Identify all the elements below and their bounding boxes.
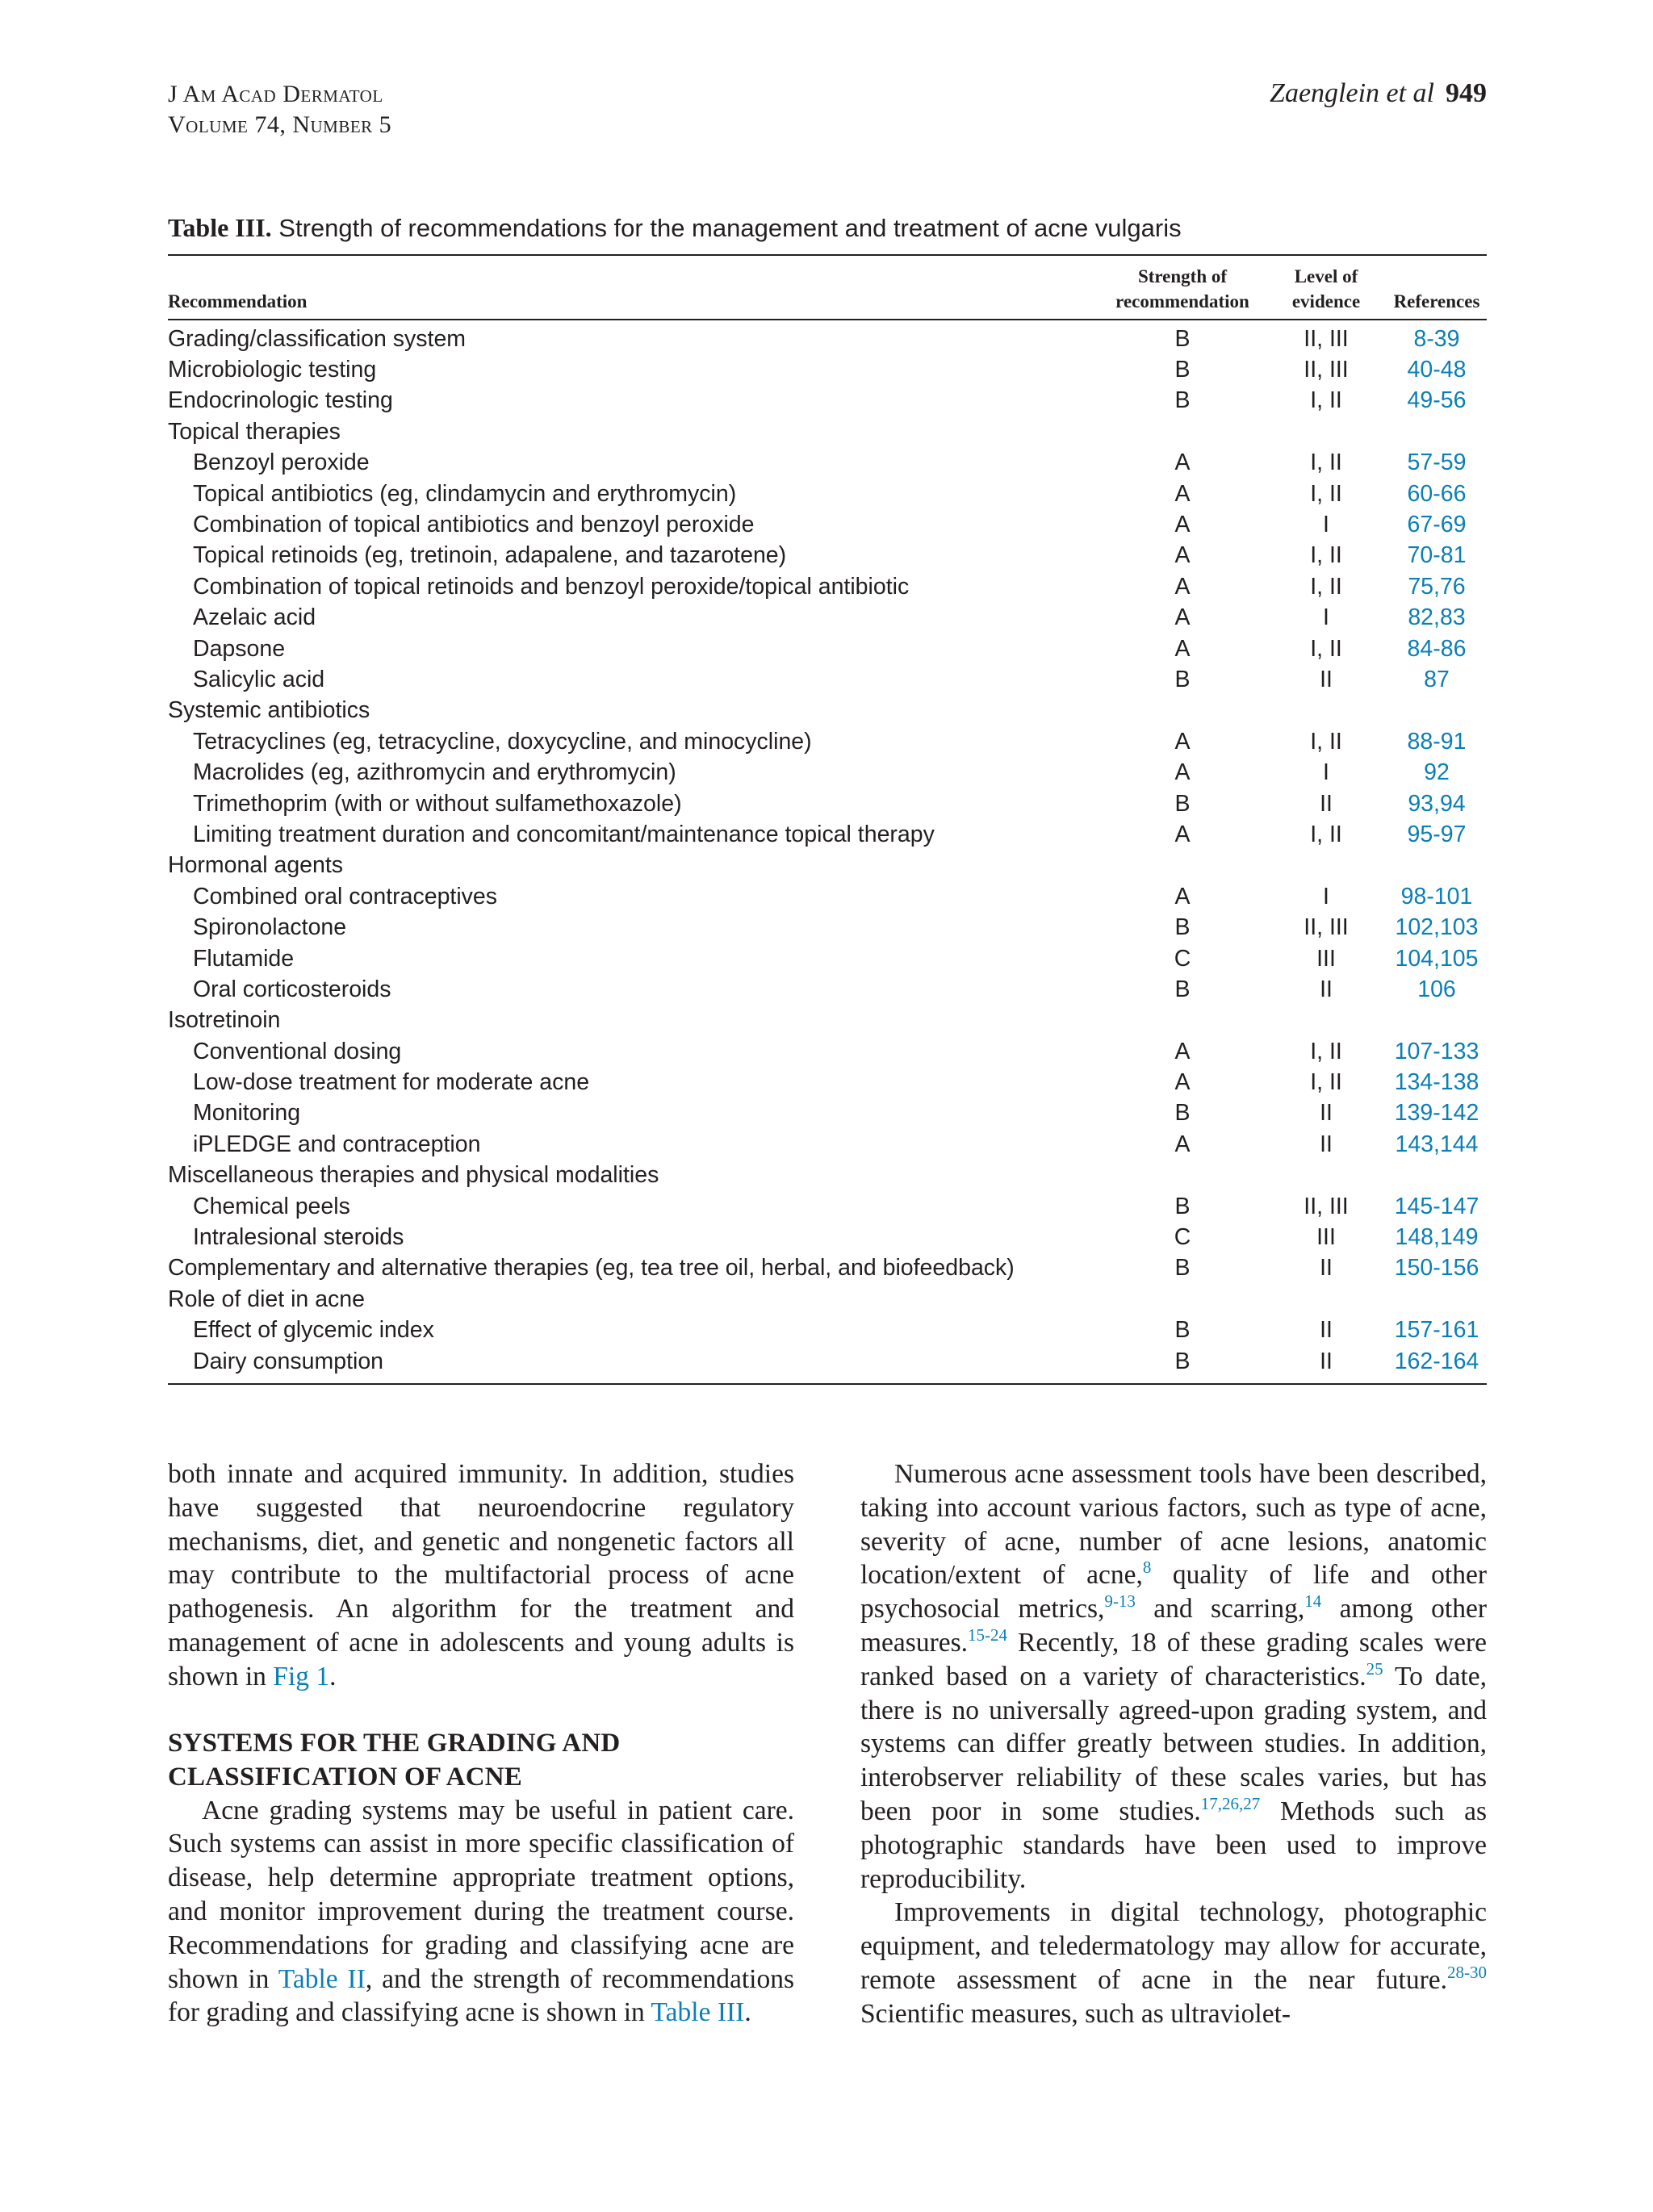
cell-references[interactable]: 162-164 — [1394, 1348, 1479, 1374]
cell-level: I, II — [1310, 480, 1342, 507]
table-row — [168, 974, 1487, 1005]
cell-references[interactable]: 84-86 — [1407, 635, 1467, 662]
cell-references[interactable]: 104,105 — [1395, 945, 1479, 972]
table-label: Table III. — [168, 213, 272, 242]
cell-references[interactable]: 145-147 — [1394, 1193, 1479, 1219]
table-row — [168, 881, 1487, 912]
table-row — [168, 416, 1487, 447]
cell-references[interactable]: 102,103 — [1395, 914, 1479, 941]
cell-references — [1387, 1160, 1487, 1191]
cell-recommendation: Isotretinoin — [168, 1007, 281, 1034]
running-header-journal — [168, 79, 391, 140]
cell-references[interactable]: 143,144 — [1395, 1131, 1479, 1157]
cell-strength — [1099, 851, 1266, 881]
cell-references — [1387, 851, 1487, 881]
cell-strength — [1099, 696, 1266, 726]
cell-level — [1266, 696, 1387, 726]
cell-strength: A — [1174, 542, 1191, 569]
cell-strength: A — [1174, 1069, 1191, 1096]
cell-strength: C — [1174, 945, 1191, 972]
cell-recommendation: Combination of topical antibiotics and benzoyl peroxide — [193, 512, 755, 538]
cell-recommendation: Trimethoprim (with or without sulfamethoxazole) — [193, 790, 682, 817]
body-column-right — [860, 1457, 1487, 2031]
cell-recommendation: Grading/classification system — [168, 325, 467, 352]
section-heading: SYSTEMS FOR THE GRADING AND CLASSIFICATION OF ACNE — [168, 1728, 621, 1792]
cell-level — [1266, 851, 1387, 881]
cell-recommendation: Conventional dosing — [193, 1038, 402, 1064]
cell-strength: A — [1174, 512, 1191, 538]
table-body — [168, 320, 1487, 1384]
cell-strength: B — [1174, 1348, 1191, 1374]
cell-strength: B — [1174, 387, 1191, 414]
table-row — [168, 943, 1487, 974]
cell-recommendation: Macrolides (eg, azithromycin and erythromycin) — [193, 759, 676, 786]
cell-references — [1387, 416, 1487, 447]
cell-strength: B — [1174, 1317, 1191, 1344]
link-fig-1[interactable]: Fig 1 — [273, 1661, 330, 1691]
cell-references[interactable]: 82,83 — [1408, 604, 1466, 631]
table-row — [168, 664, 1487, 695]
cell-strength: A — [1174, 1038, 1191, 1064]
table-row — [168, 509, 1487, 540]
cell-strength — [1099, 1160, 1266, 1191]
citation-ref[interactable]: 25 — [1366, 1658, 1383, 1679]
col-header-strength-line1: Strength of — [1137, 266, 1228, 286]
cell-references[interactable]: 98-101 — [1400, 883, 1473, 909]
col-header-level-line1: Level of — [1294, 266, 1358, 286]
cell-level: II — [1320, 1100, 1333, 1127]
table-row — [168, 1284, 1487, 1315]
cell-strength: B — [1174, 325, 1191, 352]
col-header-strength-line2: recommendation — [1115, 291, 1249, 312]
table-title: Strength of recommendations for the management and treatment of acne vulgaris — [278, 214, 1182, 242]
cell-strength: B — [1174, 1100, 1191, 1127]
running-authors: Zaenglein et al — [1270, 78, 1434, 108]
body-column-left — [168, 1457, 794, 2030]
cell-level: I — [1323, 883, 1329, 909]
journal-volume: Volume 74, Number 5 — [168, 111, 392, 138]
cell-recommendation: Microbiologic testing — [168, 357, 377, 383]
table-row — [168, 819, 1487, 850]
citation-ref[interactable]: 17,26,27 — [1200, 1793, 1261, 1813]
table-row — [168, 1067, 1487, 1098]
paragraph-grading-systems: Acne grading systems may be useful in patient care. Such systems can assist in more specific classification of disease, help determine appropriate treatment options, and monitor improvement during the treatment course. Recommendations for grading and classifying acne are shown in Table II, and the strength of recommendations for grading and classifying acne is shown in Table III. — [168, 1795, 795, 2028]
cell-recommendation: Low-dose treatment for moderate acne — [193, 1069, 590, 1096]
table-row — [168, 726, 1487, 757]
cell-level: I, II — [1310, 387, 1342, 414]
cell-level — [1266, 416, 1387, 447]
cell-references[interactable]: 57-59 — [1407, 450, 1467, 476]
cell-level: II — [1320, 1131, 1333, 1157]
cell-references[interactable]: 150-156 — [1394, 1255, 1479, 1282]
cell-level: I, II — [1310, 573, 1342, 600]
table-row — [168, 571, 1487, 602]
cell-level: I, II — [1310, 1069, 1342, 1096]
citation-ref[interactable]: 8 — [1142, 1558, 1152, 1578]
cell-level: II — [1320, 976, 1333, 1002]
table-row — [168, 386, 1487, 416]
cell-level: I — [1323, 512, 1329, 538]
running-header-page — [1270, 77, 1487, 110]
cell-references[interactable]: 40-48 — [1407, 357, 1467, 383]
table-row — [168, 541, 1487, 571]
table-row — [168, 757, 1487, 788]
cell-level: III — [1316, 1224, 1336, 1251]
cell-strength: B — [1174, 357, 1191, 383]
cell-recommendation: Topical antibiotics (eg, clindamycin and erythromycin) — [193, 480, 737, 507]
citation-ref[interactable]: 15-24 — [968, 1625, 1008, 1645]
table-row — [168, 1222, 1487, 1252]
cell-recommendation: Effect of glycemic index — [193, 1317, 434, 1344]
cell-strength: C — [1174, 1224, 1191, 1251]
cell-recommendation: Systemic antibiotics — [168, 697, 370, 724]
link-table-iii[interactable]: Table III — [651, 1997, 745, 2028]
cell-references[interactable]: 87 — [1424, 666, 1450, 692]
paragraph-pathogenesis: both innate and acquired immunity. In addition, studies have suggested that neuroendocrine regulatory mechanisms, diet, and genetic and nongenetic factors all may contribute to the multifactorial process of acne pathogenesis. An algorithm for the treatment and management of acne in adolescents and young adults is shown in Fig 1. — [168, 1459, 794, 1691]
cell-strength: A — [1174, 759, 1191, 786]
col-header-recommendation: Recommendation — [168, 255, 1099, 320]
col-header-references: References — [1387, 255, 1487, 320]
cell-level: II — [1320, 1255, 1333, 1282]
cell-references[interactable]: 106 — [1417, 976, 1456, 1002]
cell-references[interactable]: 49-56 — [1407, 387, 1467, 414]
page-number: 949 — [1446, 78, 1487, 108]
cell-references — [1387, 1006, 1487, 1036]
cell-references[interactable]: 134-138 — [1394, 1069, 1479, 1096]
citation-ref[interactable]: 28-30 — [1447, 1962, 1487, 1982]
cell-recommendation: Salicylic acid — [193, 666, 325, 692]
cell-strength: A — [1174, 635, 1191, 662]
cell-strength — [1099, 1284, 1266, 1315]
cell-level — [1266, 1006, 1387, 1036]
cell-references[interactable]: 75,76 — [1408, 573, 1466, 600]
cell-strength: B — [1174, 666, 1191, 692]
table-row — [168, 479, 1487, 509]
col-header-strength — [1099, 255, 1266, 320]
cell-strength: B — [1174, 914, 1191, 941]
cell-references — [1387, 1284, 1487, 1315]
cell-recommendation: Topical retinoids (eg, tretinoin, adapalene, and tazarotene) — [193, 542, 787, 569]
col-header-level — [1266, 255, 1387, 320]
table-row — [168, 1191, 1487, 1222]
cell-references[interactable]: 8-39 — [1413, 325, 1460, 352]
cell-references[interactable]: 95-97 — [1407, 821, 1467, 847]
cell-strength: A — [1174, 604, 1191, 631]
cell-references[interactable]: 93,94 — [1408, 790, 1466, 817]
table-row — [168, 354, 1487, 385]
cell-strength: B — [1174, 790, 1191, 817]
cell-references[interactable]: 139-142 — [1394, 1100, 1479, 1127]
cell-recommendation: iPLEDGE and contraception — [193, 1131, 481, 1157]
cell-level: III — [1316, 945, 1336, 972]
cell-level: II, III — [1304, 357, 1349, 383]
table-row — [168, 696, 1487, 726]
cell-strength: A — [1174, 480, 1191, 507]
cell-strength — [1099, 1006, 1266, 1036]
cell-recommendation: Tetracyclines (eg, tetracycline, doxycycline, and minocycline) — [193, 728, 812, 755]
cell-recommendation: Hormonal agents — [168, 852, 344, 879]
cell-recommendation: Benzoyl peroxide — [193, 450, 370, 476]
cell-recommendation: Chemical peels — [193, 1193, 350, 1219]
cell-level: II, III — [1304, 1193, 1349, 1219]
cell-references — [1387, 696, 1487, 726]
cell-level: I, II — [1310, 728, 1342, 755]
cell-level: II — [1320, 1348, 1333, 1374]
cell-level: I, II — [1310, 635, 1342, 662]
cell-strength: A — [1174, 573, 1191, 600]
table-row — [168, 1098, 1487, 1129]
cell-references[interactable]: 157-161 — [1394, 1317, 1479, 1344]
cell-recommendation: Role of diet in acne — [168, 1286, 365, 1312]
cell-strength — [1099, 416, 1266, 447]
cell-recommendation: Miscellaneous therapies and physical modalities — [168, 1162, 659, 1189]
cell-strength: A — [1174, 450, 1191, 476]
cell-level: I, II — [1310, 1038, 1342, 1064]
table-row — [168, 1253, 1487, 1284]
table-row — [168, 1160, 1487, 1191]
paragraph-assessment-tools: Numerous acne assessment tools have been described, taking into account various factors, such as type of acne, severity of acne, number of acne lesions, anatomic location/extent of acne,$^8$ quality of life and other psychosocial metrics,$^{9-13}$ and scarring,$^{14}$ among other measures.$^{15-24}$ Recently, 18 of these grading scales were ranked based on a variety of characteristics.$^{25}$ To date, there is no universally agreed-upon grading system, and systems can differ greatly between studies. In addition, interobserver reliability of these scales varies, but has been poor in some studies.$^{17,26,27}$ Methods such as photographic standards have been used to improve reproducibility. — [860, 1459, 1487, 1894]
cell-recommendation: Complementary and alternative therapies (eg, tea tree oil, herbal, and biofeedback) — [168, 1255, 1015, 1282]
cell-strength: B — [1174, 976, 1191, 1002]
cell-level: II, III — [1304, 325, 1349, 352]
recommendations-table-block — [168, 208, 1487, 1385]
table-row — [168, 1315, 1487, 1346]
cell-strength: B — [1174, 1193, 1191, 1219]
cell-recommendation: Combined oral contraceptives — [193, 883, 498, 909]
cell-level: I, II — [1310, 542, 1342, 569]
cell-level: II — [1320, 1317, 1333, 1344]
cell-references[interactable]: 92 — [1424, 759, 1450, 786]
cell-level: I — [1323, 604, 1329, 631]
cell-recommendation: Oral corticosteroids — [193, 976, 391, 1002]
cell-recommendation: Flutamide — [193, 945, 295, 972]
col-header-level-line2: evidence — [1291, 291, 1361, 312]
cell-references[interactable]: 67-69 — [1407, 512, 1467, 538]
cell-strength: A — [1174, 1131, 1191, 1157]
cell-recommendation: Topical therapies — [168, 418, 341, 445]
cell-references[interactable]: 107-133 — [1394, 1038, 1479, 1064]
cell-recommendation: Intralesional steroids — [193, 1224, 404, 1251]
citation-ref[interactable]: 9-13 — [1104, 1591, 1136, 1612]
cell-recommendation: Endocrinologic testing — [168, 387, 393, 414]
table-row — [168, 788, 1487, 819]
cell-level — [1266, 1284, 1387, 1315]
cell-recommendation: Combination of topical retinoids and benzoyl peroxide/topical antibiotic — [193, 573, 910, 600]
table-row — [168, 912, 1487, 943]
cell-level: II — [1320, 790, 1333, 817]
table-row — [168, 1346, 1487, 1384]
table-row — [168, 1006, 1487, 1036]
cell-level: II, III — [1304, 914, 1349, 941]
recommendations-table — [168, 254, 1487, 1385]
cell-strength: B — [1174, 1255, 1191, 1282]
table-row — [168, 851, 1487, 881]
table-row — [168, 603, 1487, 633]
cell-level: II — [1320, 666, 1333, 692]
cell-recommendation: Monitoring — [193, 1100, 301, 1127]
cell-references[interactable]: 60-66 — [1407, 480, 1467, 507]
journal-name: J Am Acad Dermatol — [168, 81, 383, 107]
table-row — [168, 448, 1487, 479]
table-row — [168, 1036, 1487, 1067]
cell-recommendation: Azelaic acid — [193, 604, 316, 631]
cell-recommendation: Limiting treatment duration and concomitant/maintenance topical therapy — [193, 821, 935, 847]
cell-level — [1266, 1160, 1387, 1191]
cell-strength: A — [1174, 883, 1191, 909]
cell-references[interactable]: 70-81 — [1407, 542, 1467, 569]
cell-strength: A — [1174, 821, 1191, 847]
cell-strength: A — [1174, 728, 1191, 755]
paragraph-digital-technology: Improvements in digital technology, photographic equipment, and teledermatology may allow for accurate, remote assessment of acne in the near future.$^{28-30}$ Scientific measures, such as ultraviolet- — [860, 1897, 1487, 2029]
table-caption — [168, 208, 1487, 248]
cell-references[interactable]: 88-91 — [1407, 728, 1467, 755]
cell-recommendation: Dapsone — [193, 635, 286, 662]
table-header-row — [168, 255, 1487, 320]
cell-references[interactable]: 148,149 — [1395, 1224, 1479, 1251]
cell-level: I — [1323, 759, 1329, 786]
cell-level: I, II — [1310, 450, 1342, 476]
table-row — [168, 320, 1487, 354]
cell-level: I, II — [1310, 821, 1342, 847]
cell-recommendation: Dairy consumption — [193, 1348, 384, 1374]
cell-recommendation: Spironolactone — [193, 914, 347, 941]
link-table-ii[interactable]: Table II — [278, 1963, 366, 1994]
citation-ref[interactable]: 14 — [1304, 1591, 1322, 1612]
table-row — [168, 633, 1487, 664]
table-row — [168, 1129, 1487, 1160]
